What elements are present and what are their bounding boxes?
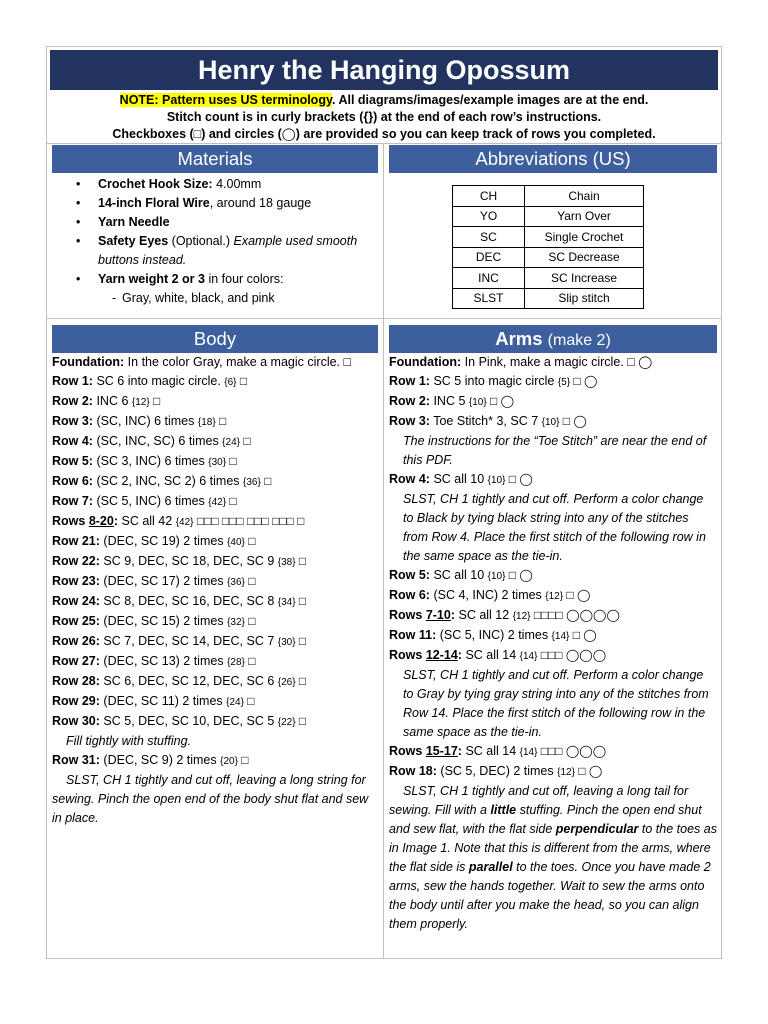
row-checkmarks: □ — [295, 634, 307, 648]
row-label: Foundation: — [52, 355, 125, 369]
arms-header: Arms (make 2) — [389, 325, 717, 353]
row-label: Row 25: — [52, 614, 100, 628]
abbreviation-meaning: SC Increase — [525, 268, 644, 289]
row-instruction: SC all 10 — [429, 568, 488, 582]
row-label: Row 31: — [52, 753, 100, 767]
arms-row — [389, 372, 717, 392]
row-checkmarks: □ — [236, 374, 248, 388]
material-item — [52, 270, 377, 289]
abbreviation-code: INC — [453, 268, 525, 289]
body-instructions — [52, 353, 378, 828]
row-instruction: (SC, INC) 6 times — [92, 414, 198, 428]
finish-text: SLST, CH 1 tightly and cut off, leaving a long tail for sewing. — [389, 784, 689, 817]
abbreviation-code: SLST — [453, 288, 525, 309]
stitch-count: {42} — [175, 517, 194, 528]
abbreviations-table — [452, 185, 644, 309]
row-label: Row 7: — [52, 494, 93, 508]
stitch-count: {36} — [227, 577, 245, 588]
row-checkmarks: □ ◯ — [569, 628, 597, 642]
stitch-count: {20} — [220, 756, 238, 767]
row-instruction: SC 9, DEC, SC 18, DEC, SC 9 — [99, 554, 278, 568]
emphasis: parallel — [468, 860, 513, 874]
material-note: Example used smooth buttons instead. — [98, 234, 358, 267]
arms-row — [389, 646, 717, 666]
row-instruction: (DEC, SC 9) 2 times — [99, 753, 221, 767]
stitch-count: {18} — [197, 417, 216, 428]
body-row — [52, 751, 378, 771]
stitch-count: {30} — [277, 637, 296, 648]
body-row — [52, 412, 378, 432]
row-label: Row 1: — [52, 374, 93, 388]
row-label: Row 22: — [52, 554, 100, 568]
divider — [46, 143, 722, 144]
row-checkmarks: □ — [243, 694, 255, 708]
arms-row — [389, 606, 717, 626]
row-checkmarks: □ — [226, 494, 237, 508]
row-checkmarks: □ ◯ — [505, 568, 533, 582]
row-checkmarks: □ — [237, 753, 249, 767]
row-instruction: (SC 5, DEC) 2 times — [436, 764, 558, 778]
stitch-count: {42} — [208, 497, 227, 508]
material-detail: , around 18 gauge — [209, 196, 312, 210]
row-label: Row 4: — [52, 434, 93, 448]
stitch-count: {14} — [519, 747, 538, 758]
row-checkmarks: □□□ □□□ □□□ □□□ □ — [193, 514, 305, 528]
row-instruction: (DEC, SC 11) 2 times — [99, 694, 227, 708]
row-checkmarks: □ ◯ — [486, 394, 515, 408]
row-label: Rows 8-20: — [52, 514, 119, 528]
row-checkmarks: □ — [295, 714, 307, 728]
row-checkmarks: □ — [149, 394, 161, 408]
body-row — [52, 532, 378, 552]
stitch-count: {26} — [277, 677, 296, 688]
body-row — [52, 452, 378, 472]
row-instruction: INC 5 — [429, 394, 469, 408]
stitch-count: {12} — [557, 767, 575, 778]
finish-text: stuffing. Pinch the open end shut and sew flat, with the flat side — [389, 803, 702, 836]
row-instruction: (SC 2, INC, SC 2) 6 times — [92, 474, 244, 488]
materials-list — [52, 175, 377, 308]
stitch-count: {12} — [545, 591, 564, 602]
row-instruction: SC 8, DEC, SC 16, DEC, SC 8 — [99, 594, 278, 608]
row-label: Foundation: — [389, 355, 462, 369]
stitch-count: {10} — [541, 417, 560, 428]
body-row — [52, 712, 378, 732]
material-detail: 4.00mm — [212, 177, 262, 191]
row-instruction: (SC 3, INC) 6 times — [92, 454, 209, 468]
materials-header: Materials — [52, 145, 378, 173]
stitch-count: {36} — [243, 477, 261, 488]
row-instruction: SC all 14 — [461, 744, 520, 758]
divider — [46, 318, 722, 319]
row-label: Row 21: — [52, 534, 100, 548]
body-row — [52, 652, 378, 672]
finish-text: to the toes as in Image 1. Note that this is different from the arms, where the flat side is — [389, 822, 717, 874]
arms-finish-note — [389, 782, 717, 934]
intro-line-2: Stitch count is in curly brackets ({}) at the end of each row’s instructions. — [166, 110, 602, 124]
arms-row — [389, 470, 717, 490]
intro-line-1: NOTE: Pattern uses US terminology. All diagrams/images/example images are at the end. — [119, 93, 649, 107]
stitch-count: {12} — [512, 611, 531, 622]
emphasis: little — [490, 803, 517, 817]
body-row — [52, 432, 378, 452]
body-row — [52, 592, 378, 612]
row-checkmarks: □□□ ◯◯◯ — [537, 744, 607, 758]
row-checkmarks: □ — [244, 574, 256, 588]
abbreviation-row — [453, 247, 644, 268]
row-instruction: (SC 5, INC) 2 times — [436, 628, 552, 642]
stitch-count: {6} — [224, 377, 237, 388]
body-row — [52, 353, 378, 372]
row-checkmarks: □ ◯ — [559, 414, 587, 428]
arms-row — [389, 566, 717, 586]
material-sub-item: - Gray, white, black, and pink — [52, 289, 377, 308]
row-label: Rows 7-10: — [389, 608, 456, 622]
row-checkmarks: □ — [239, 434, 251, 448]
row-checkmarks: □ ◯ — [570, 374, 598, 388]
stitch-count: {32} — [227, 617, 245, 628]
emphasis: perpendicular — [555, 822, 639, 836]
row-checkmarks: □□□□ ◯◯◯◯ — [530, 608, 620, 622]
row-checkmarks: □ — [244, 654, 256, 668]
abbreviation-row — [453, 186, 644, 207]
body-finish-note — [52, 771, 378, 828]
abbreviation-meaning: Chain — [525, 186, 644, 207]
material-name: 14-inch Floral Wire — [98, 196, 210, 210]
row-checkmarks: □ ◯ — [505, 472, 533, 486]
finish-text: Pinch the open end of the body shut flat and sew in place. — [52, 792, 369, 825]
row-label: Rows 12-14: — [389, 648, 462, 662]
abbreviation-code: DEC — [453, 247, 525, 268]
row-checkmarks: □□□ ◯◯◯ — [537, 648, 607, 662]
body-row — [52, 372, 378, 392]
material-item — [52, 175, 377, 194]
row-instruction: SC 6, DEC, SC 12, DEC, SC 6 — [99, 674, 278, 688]
row-instruction: Toe Stitch* 3, SC 7 — [429, 414, 542, 428]
row-instruction: SC all 42 — [118, 514, 176, 528]
row-label: Row 6: — [52, 474, 93, 488]
arms-instructions — [389, 353, 717, 934]
body-row — [52, 392, 378, 412]
row-label: Row 23: — [52, 574, 100, 588]
body-row — [52, 472, 378, 492]
material-name: Safety Eyes — [98, 234, 169, 248]
abbreviation-row — [453, 227, 644, 248]
intro-notes — [50, 92, 718, 143]
toe-stitch-note: The instructions for the “Toe Stitch” are near the end of this PDF. — [403, 434, 707, 467]
stitch-count: {28} — [227, 657, 245, 668]
row-label: Row 24: — [52, 594, 100, 608]
stitch-count: {5} — [557, 377, 571, 388]
stitch-count: {38} — [277, 557, 296, 568]
page-title: Henry the Hanging Opossum — [50, 50, 718, 90]
stitch-count: {14} — [551, 631, 570, 642]
body-row — [52, 552, 378, 572]
row-checkmarks: □ — [295, 554, 307, 568]
stitch-count: {14} — [519, 651, 538, 662]
row-instruction: (DEC, SC 13) 2 times — [99, 654, 228, 668]
abbreviations-header: Abbreviations (US) — [389, 145, 717, 173]
abbreviation-meaning: Single Crochet — [525, 227, 644, 248]
column-divider — [383, 143, 384, 959]
abbreviation-code: YO — [453, 206, 525, 227]
color-change-note: SLST, CH 1 tightly and cut off. Perform a color change to Gray by tying gray string into any of the stitches from Row 14. Place the first stitch of the following row in the same space as the tie-in. — [403, 668, 709, 739]
abbreviation-row — [453, 206, 644, 227]
stitch-count: {10} — [468, 397, 487, 408]
material-item — [52, 194, 377, 213]
abbreviation-meaning: Yarn Over — [525, 206, 644, 227]
row-checkmarks: □ ◯ — [563, 588, 591, 602]
abbreviation-row — [453, 288, 644, 309]
row-label: Row 2: — [389, 394, 430, 408]
stitch-count: {30} — [208, 457, 227, 468]
material-item — [52, 213, 377, 232]
row-label: Row 27: — [52, 654, 100, 668]
row-label: Row 11: — [389, 628, 437, 642]
material-name: Yarn weight 2 or 3 — [98, 272, 205, 286]
row-instruction: (SC, INC, SC) 6 times — [92, 434, 223, 448]
material-detail: in four colors: — [204, 272, 284, 286]
stitch-count: {34} — [277, 597, 296, 608]
finish-text: SLST, CH 1 tightly and cut off, leaving a long string for sewing. — [52, 773, 366, 806]
row-instruction: SC 7, DEC, SC 14, DEC, SC 7 — [99, 634, 278, 648]
stitch-count: {24} — [222, 437, 240, 448]
stitch-count: {10} — [487, 475, 506, 486]
material-detail: (Optional.) — [168, 234, 234, 248]
stitch-count: {10} — [487, 571, 506, 582]
row-instruction: (DEC, SC 15) 2 times — [99, 614, 228, 628]
body-row — [52, 632, 378, 652]
finish-text: Fill with a — [431, 803, 491, 817]
row-instruction: INC 6 — [92, 394, 132, 408]
body-row — [52, 672, 378, 692]
arms-row — [389, 762, 717, 782]
row-label: Row 26: — [52, 634, 100, 648]
row-label: Row 1: — [389, 374, 430, 388]
row-label: Row 3: — [52, 414, 93, 428]
row-label: Row 5: — [389, 568, 430, 582]
body-row — [52, 692, 378, 712]
arms-row — [389, 412, 717, 432]
finish-text: to the toes. Once you have made 2 arms, sew the hands together. Wait to sew the arms onto the body until after you make the head, so you can align them properly. — [389, 860, 711, 931]
abbreviation-code: SC — [453, 227, 525, 248]
row-checkmarks: □ — [226, 454, 237, 468]
row-instruction: SC all 12 — [455, 608, 513, 622]
row-checkmarks: □ — [295, 594, 307, 608]
row-instruction: SC 5 into magic circle — [429, 374, 558, 388]
row-instruction: (SC 4, INC) 2 times — [429, 588, 546, 602]
row-instruction: (SC 5, INC) 6 times — [92, 494, 209, 508]
arms-row — [389, 392, 717, 412]
row-label: Row 4: — [389, 472, 430, 486]
body-row — [52, 572, 378, 592]
row-label: Row 29: — [52, 694, 100, 708]
abbreviation-row — [453, 268, 644, 289]
material-item — [52, 232, 377, 270]
row-label: Row 28: — [52, 674, 100, 688]
stitch-count: {22} — [277, 717, 296, 728]
body-note: Fill tightly with stuffing. — [66, 734, 192, 748]
row-instruction: In Pink, make a magic circle. □ ◯ — [461, 355, 653, 369]
row-checkmarks: □ — [244, 534, 256, 548]
arms-row — [389, 626, 717, 646]
abbreviation-code: CH — [453, 186, 525, 207]
body-header: Body — [52, 325, 378, 353]
row-instruction: SC 5, DEC, SC 10, DEC, SC 5 — [99, 714, 278, 728]
body-row — [52, 612, 378, 632]
row-instruction: (DEC, SC 19) 2 times — [99, 534, 228, 548]
row-label: Row 2: — [52, 394, 93, 408]
stitch-count: {24} — [226, 697, 244, 708]
row-label: Rows 15-17: — [389, 744, 462, 758]
body-row — [52, 492, 378, 512]
row-instruction: (DEC, SC 17) 2 times — [99, 574, 228, 588]
row-instruction: SC all 10 — [429, 472, 488, 486]
intro-line-3: Checkboxes (□) and circles (◯) are provided so you can keep track of rows you completed. — [112, 127, 656, 141]
row-checkmarks: □ — [260, 474, 272, 488]
stitch-count: {12} — [131, 397, 150, 408]
material-name: Crochet Hook Size: — [98, 177, 213, 191]
color-change-note: SLST, CH 1 tightly and cut off. Perform a color change to Black by tying black string into any of the stitches from Row 4. Place the first stitch of the following row in the same space as the tie-in. — [403, 492, 706, 563]
row-label: Row 3: — [389, 414, 430, 428]
row-checkmarks: □ ◯ — [574, 764, 603, 778]
material-name: Yarn Needle — [98, 215, 170, 229]
row-checkmarks: □ — [244, 614, 256, 628]
row-instruction: In the color Gray, make a magic circle. □ — [124, 355, 352, 369]
arms-row — [389, 586, 717, 606]
row-label: Row 5: — [52, 454, 93, 468]
row-label: Row 6: — [389, 588, 430, 602]
row-instruction: SC 6 into magic circle. — [92, 374, 225, 388]
arms-foundation — [389, 353, 717, 372]
arms-row — [389, 742, 717, 762]
row-checkmarks: □ — [295, 674, 307, 688]
stitch-count: {40} — [227, 537, 245, 548]
row-instruction: SC all 14 — [461, 648, 520, 662]
terminology-note: NOTE: Pattern uses US terminology — [119, 93, 332, 107]
abbreviation-meaning: SC Decrease — [525, 247, 644, 268]
body-row — [52, 512, 378, 532]
row-label: Row 30: — [52, 714, 100, 728]
abbreviation-meaning: Slip stitch — [525, 288, 644, 309]
row-checkmarks: □ — [215, 414, 227, 428]
row-label: Row 18: — [389, 764, 437, 778]
